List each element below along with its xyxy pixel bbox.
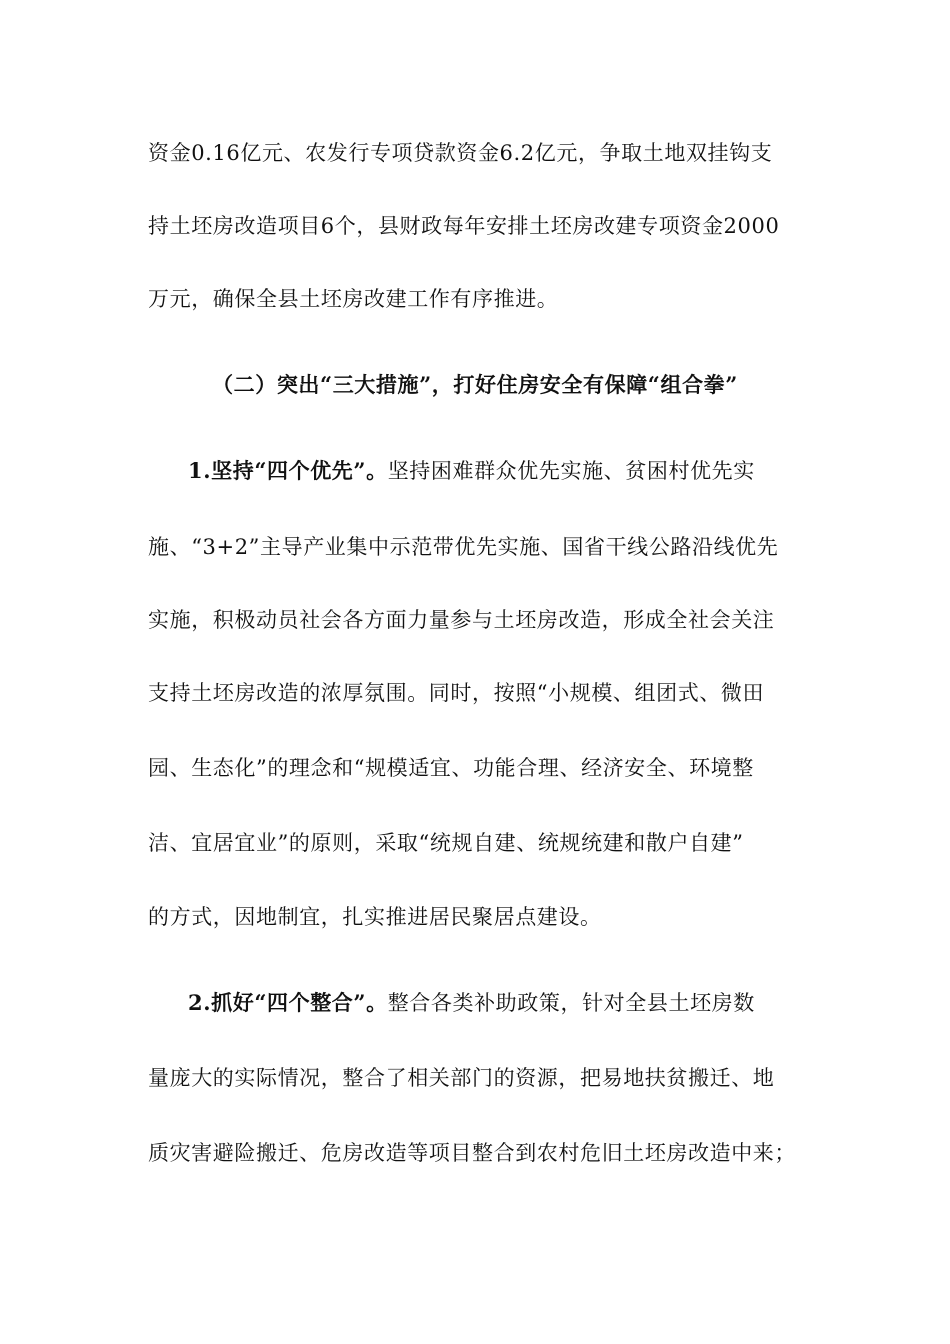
paragraph-title: 1.坚持“四个优先”。 — [188, 458, 388, 483]
section-heading: （二）突出“三大措施”，打好住房安全有保障“组合拳” — [212, 372, 738, 397]
paragraph-first-line — [188, 983, 848, 1023]
paragraph-line: 实施，积极动员社会各方面力量参与土坯房改造，形成全社会关注 — [148, 608, 775, 632]
paragraph-line: 持土坯房改造项目6个，县财政每年安排土坯房改建专项资金2000 — [148, 214, 780, 238]
paragraph-line: 的方式，因地制宜，扎实推进居民聚居点建设。 — [148, 905, 602, 929]
paragraph-line: 施、“3+2”主导产业集中示范带优先实施、国省干线公路沿线优先 — [148, 535, 779, 559]
paragraph-line: 量庞大的实际情况，整合了相关部门的资源，把易地扶贫搬迁、地 — [148, 1066, 775, 1090]
paragraph-first-line — [188, 451, 848, 491]
paragraph-line: 资金0.16亿元、农发行专项贷款资金6.2亿元，争取土地双挂钩支 — [148, 141, 773, 165]
paragraph-title: 2.抓好“四个整合”。 — [188, 990, 388, 1015]
paragraph-line: 支持土坯房改造的浓厚氛围。同时，按照“小规模、组团式、微田 — [148, 681, 765, 705]
paragraph-text: 整合各类补助政策，针对全县土坯房数 — [387, 991, 755, 1015]
paragraph-line: 万元，确保全县土坯房改建工作有序推进。 — [148, 287, 559, 311]
paragraph-text: 坚持困难群众优先实施、贫困村优先实 — [387, 459, 755, 483]
paragraph-line: 质灾害避险搬迁、危房改造等项目整合到农村危旧土坯房改造中来； — [148, 1141, 796, 1165]
paragraph-line: 园、生态化”的理念和“规模适宜、功能合理、经济安全、环境整 — [148, 756, 754, 780]
paragraph-line: 洁、宜居宜业”的原则，采取“统规自建、统规统建和散户自建” — [148, 831, 744, 855]
